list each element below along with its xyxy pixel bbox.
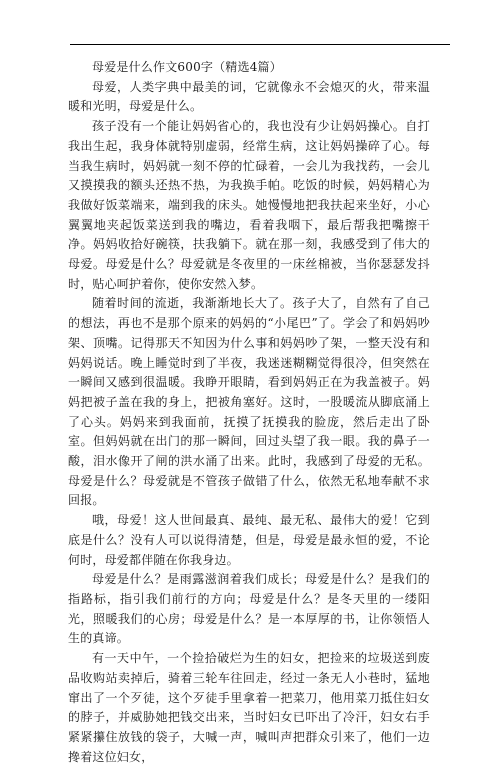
paragraph-5: 母爱是什么？是雨露滋润着我们成长；母爱是什么？是我们的指路标，指引我们前行的方向；母爱是什么？是冬天里的一缕阳光，照暖我们的心房；母爱是什么？是一本厚厚的书，让你领悟人生的真谛。 <box>68 572 430 646</box>
paragraph-1: 母爱，人类字典中最美的词，它就像永不会熄灭的火，带来温暖和光明，母爱是什么。 <box>68 79 430 114</box>
header-rule <box>70 44 450 45</box>
paragraph-4: 哦，母爱！这人世间最真、最纯、最无私、最伟大的爱！它到底是什么？没有人可以说得清楚，但是，母爱是最永恒的爱，不论何时，母爱都伴随在你我身边。 <box>68 513 430 567</box>
document-title: 母爱是什么作文600字（精选4篇） <box>92 60 282 74</box>
paragraph-3: 随着时间的流逝，我渐渐地长大了。孩子大了，自然有了自己的想法，再也不是那个原来的妈妈的“小尾巴”了。学会了和妈妈吵架、顶嘴。记得那天不知因为什么事和妈妈吵了架，一整天没有和妈妈说话。晚上睡觉时到了半夜，我迷迷糊糊觉得很冷，但突然在一瞬间又感到很温暖。我睁开眼睛，看到妈妈正在为我盖被子。妈妈把被子盖在我的身上，把被角塞好。这时，一股暖流从脚底涌上了心头。妈妈来到我面前，抚摸了抚摸我的脸庞，然后走出了卧室。但妈妈就在出门的那一瞬间，回过头望了我一眼。我的鼻子一酸，泪水像开了闸的洪水涌了出来。此时，我感到了母爱的无私。母爱是什么？母爱就是不管孩子做错了什么，依然无私地奉献不求回报。 <box>68 296 430 508</box>
paragraph-2: 孩子没有一个能让妈妈省心的，我也没有少让妈妈操心。自打我出生起，我身体就特别虚弱，经常生病，这让妈妈操碎了心。每当我生病时，妈妈就一刻不停的忙碌着，一会儿为我找药，一会儿又摸摸我的额头还热不热，为我换手帕。吃饭的时候，妈妈精心为我做好饭菜端来，端到我的床头。她慢慢地把我扶起来坐好，小心翼翼地夹起饭菜送到我的嘴边，看着我咽下，最后帮我把嘴擦干净。妈妈收拾好碗筷，扶我躺下。就在那一刻，我感受到了伟大的母爱。母爱是什么？母爱就是冬夜里的一床丝棉被，当你瑟瑟发抖时，贴心呵护着你，使你安然入梦。 <box>68 119 430 291</box>
document-body <box>68 58 430 767</box>
paragraph-6: 有一天中午，一个捡拾破烂为生的妇女，把捡来的垃圾送到废品收购站卖掉后，骑着三轮车往回走，经过一条无人小巷时，猛地窜出了一个歹徒，这个歹徒手里拿着一把菜刀，他用菜刀抵住妇女的脖子，并威胁她把钱交出来，当时妇女已吓出了冷汗，妇女右手紧紧攥住放钱的袋子，大喊一声，喊叫声把群众引来了，他们一边搀着这位妇女， <box>68 651 430 764</box>
